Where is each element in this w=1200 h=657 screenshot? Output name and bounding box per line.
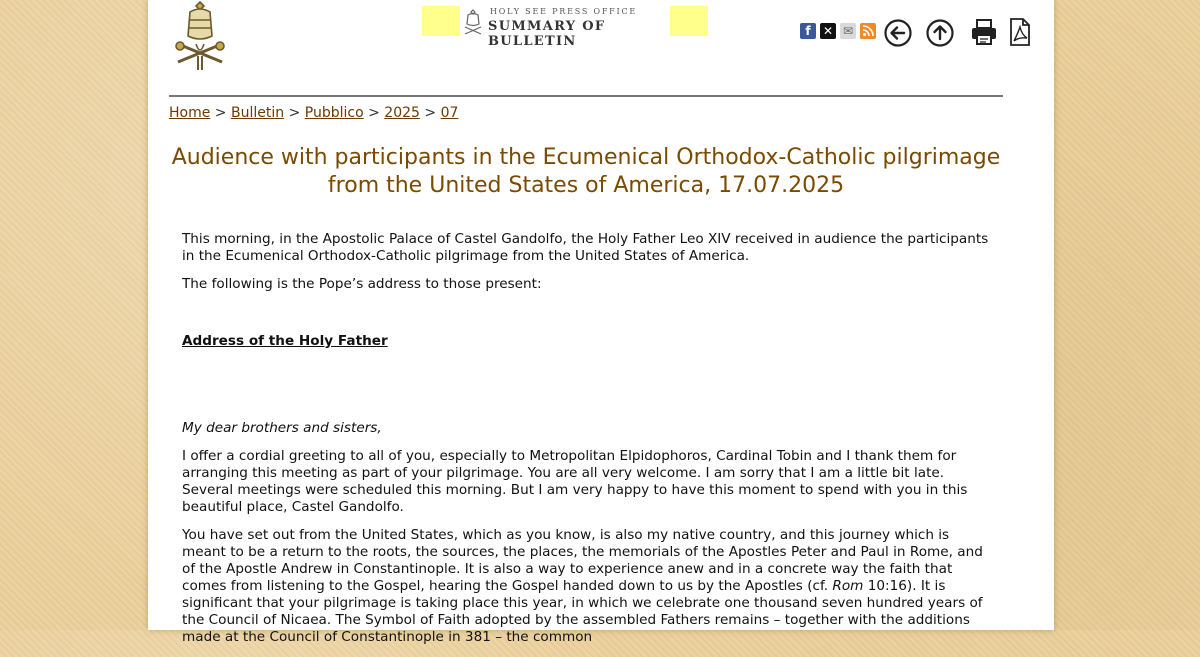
x-icon[interactable]: ✕ <box>820 23 836 39</box>
rss-icon[interactable] <box>860 23 876 39</box>
breadcrumb-pubblico[interactable]: Pubblico <box>304 105 364 121</box>
print-icon[interactable] <box>970 18 998 46</box>
breadcrumb-month[interactable]: 07 <box>440 105 459 121</box>
address-paragraph-2 <box>182 527 994 646</box>
pdf-icon[interactable] <box>1008 18 1032 46</box>
intro-paragraph: This morning, in the Apostolic Palace of Castel Gandolfo, the Holy Father Leo XIV received in audience the participants in the Ecumenical Orthodox-Catholic pilgrimage from the United States of America. <box>182 231 989 264</box>
salutation: My dear brothers and sisters, <box>182 420 382 436</box>
keys-emblem-icon <box>462 8 484 36</box>
facebook-icon[interactable]: f <box>800 23 816 39</box>
press-office-banner[interactable] <box>460 4 670 49</box>
page-container <box>148 0 1054 645</box>
back-arrow-icon[interactable] <box>883 18 913 48</box>
page-title <box>168 144 1004 200</box>
papal-crest-icon <box>168 0 232 72</box>
scripture-ref: Rom <box>832 578 864 594</box>
highlight-box-left <box>422 6 460 36</box>
breadcrumb-year[interactable]: 2025 <box>384 105 420 121</box>
address-heading: Address of the Holy Father <box>182 333 388 349</box>
banner-title: SUMMARY OF BULLETIN <box>488 19 606 49</box>
breadcrumb-bulletin[interactable]: Bulletin <box>230 105 285 121</box>
share-icons <box>800 23 876 39</box>
article-body <box>182 231 994 657</box>
breadcrumb <box>169 105 458 121</box>
breadcrumb-home[interactable]: Home <box>169 105 211 121</box>
highlight-box-right <box>670 6 708 36</box>
intro-paragraph-2: The following is the Pope’s address to those present: <box>182 276 542 292</box>
page-title-line1: Audience with participants in the Ecumenical Orthodox-Catholic pilgrimage <box>171 145 1001 170</box>
banner-subtitle: HOLY SEE PRESS OFFICE <box>490 7 638 16</box>
breadcrumb-separator: > <box>214 105 227 121</box>
header-divider <box>169 95 1003 97</box>
address-paragraph-2-part-b: 10:16). It is significant that your pilgrimage is taking place this year, in which we celebrate one thousand seven hundred years of the Council of Nicaea. The Symbol of Faith adopted by the assembled Fathers remains – together with the additions made at the Council of Constantinople in 381 – the common <box>182 578 983 645</box>
page-title-line2: from the United States of America, 17.07.2025 <box>327 173 845 198</box>
up-arrow-icon[interactable] <box>925 18 955 48</box>
breadcrumb-separator: > <box>424 105 437 121</box>
email-icon[interactable]: ✉ <box>840 23 856 39</box>
breadcrumb-separator: > <box>288 105 301 121</box>
address-paragraph-2-part-a: You have set out from the United States, which as you know, is also my native country, and this journey which is meant to be a return to the roots, the sources, the places, the memorials of the Apostles Peter and Paul in Rome, and of the Apostle Andrew in Constantinople. It is also a way to experience anew and in a concrete way the faith that comes from listening to the Gospel, hearing the Gospel handed down to us by the Apostles (cf. <box>182 527 983 594</box>
address-paragraph-1: I offer a cordial greeting to all of you, especially to Metropolitan Elpidophoros, Cardinal Tobin and I thank them for arranging this meeting as part of your pilgrimage. You are all very welcome. I am sorry that I am a little bit late. Several meetings were scheduled this morning. But I am very happy to have this moment to spend with you in this beautiful place, Castel Gandolfo. <box>182 448 968 515</box>
breadcrumb-separator: > <box>368 105 380 121</box>
